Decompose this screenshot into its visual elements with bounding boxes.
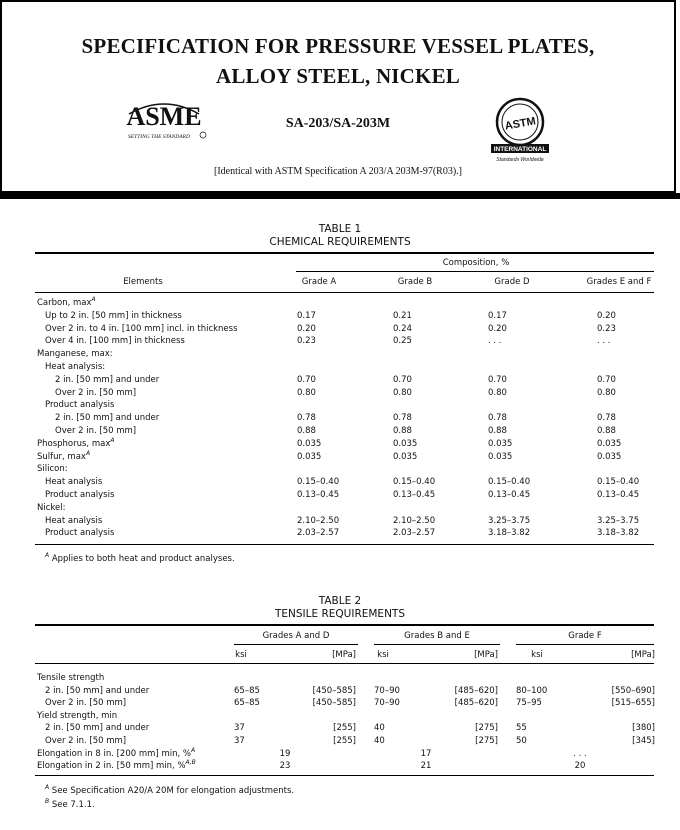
table2-row-label [45,735,126,747]
table2-cell: 65–85 [234,685,260,696]
table1-cell: 0.88 [297,426,316,436]
table1-cell: 0.25 [393,336,412,347]
row-label-text: 2 in. [50 mm] and under [55,413,160,424]
table1-cell: 2.10–2.50 [393,515,436,526]
header-separator [0,193,680,199]
table1-row-label [37,502,65,514]
table1-row-label [55,374,159,386]
table1-cell: 2.03–2.57 [297,528,340,539]
table2-cell: 17 [420,748,432,759]
table2-cell: [485–620] [454,685,498,696]
table1-cell: 0.035 [597,438,622,449]
document-title-line1: SPECIFICATION FOR PRESSURE VESSEL PLATES, [81,34,595,58]
table2-cell: 80–100 [516,685,548,696]
table2-cell: [255] [333,736,356,746]
table2-cell: [485–620] [454,698,498,709]
table1-cell: 0.88 [393,426,412,436]
table1-row-label [37,438,114,450]
table1-footnote [45,550,235,565]
row-label-text: Manganese, max: [37,349,113,360]
table1-row-label [55,387,136,399]
table2-title: TABLE 2 [318,595,362,607]
table1-cell: 0.24 [393,323,412,334]
row-label-text: 2 in. [50 mm] and under [45,723,150,734]
table2-cell: 40 [374,736,385,746]
row-label-text: Product analysis [45,528,115,539]
table2-unit-header: [MPa] [474,650,498,660]
table1-cell: . . . [488,336,502,347]
row-label-text: Up to 2 in. [50 mm] in thickness [45,310,182,321]
table1-footnote-text: Applies to both heat and product analyses. [51,554,235,564]
table2-footnote [45,782,294,797]
table2-cell: [275] [475,736,498,746]
table2-row-label [45,722,149,734]
row-label-text: 2 in. [50 mm] and under [55,374,160,385]
table1-cell: 0.80 [297,387,316,398]
table1-cell: 0.15–0.40 [297,477,340,488]
table1-cell: 0.70 [297,374,316,385]
table1-cell: 0.20 [297,323,316,334]
row-label-text: Heat analysis [45,477,103,488]
table1-cell: 0.20 [597,310,616,321]
row-label-text: Heat analysis: [45,362,106,372]
row-label-text: Silicon: [37,464,68,475]
row-label-text: Over 2 in. [50 mm] [55,387,137,398]
footnote-ref: A [91,296,96,303]
table2-cell: . . . [573,748,587,759]
table2-row-label [37,710,117,722]
row-label-text: Elongation in 8 in. [200 mm] min, % [37,748,191,759]
table2-group-rule [516,644,654,645]
table2-group-header: Grades A and D [262,631,330,641]
astm-logo [489,97,551,165]
table2-cell: 20 [574,761,586,772]
table1-cell: 0.20 [488,323,507,334]
table2-unit-header: ksi [531,650,543,660]
table1-composition-rule [296,271,654,272]
table1-cell: 0.70 [393,374,412,385]
table2-row-label [45,697,126,709]
table1-cell: 0.23 [597,323,616,334]
table1-row-label [37,348,113,360]
table2-unit-header: ksi [235,650,247,660]
table2-row-label [37,672,104,684]
table1-cell: 2.03–2.57 [393,528,436,539]
table1-cell: 0.15–0.40 [488,477,531,488]
table1-cell: 3.18–3.82 [597,528,640,539]
table2-row-label [37,760,196,772]
table1-cell: 0.15–0.40 [393,477,436,488]
table1-row-label [45,476,102,488]
table2-row-label [45,685,149,697]
table2-cell: 23 [279,761,291,772]
table1-cell: 3.25–3.75 [597,515,640,526]
table2-header-rule [35,663,654,664]
table1-top-rule [35,252,654,254]
table2-cell: [450–585] [312,685,356,696]
footnote-ref: A [85,449,91,457]
table2-cell: 75–95 [516,698,542,709]
row-label-text: Heat analysis [45,515,103,526]
table1-row-label [45,323,238,335]
table2-cell: 37 [234,723,245,734]
row-label-text: Over 2 in. to 4 in. [100 mm] incl. in thickness [45,323,238,334]
table1-cell: 0.78 [297,413,316,424]
table1-cell: 0.035 [297,451,322,462]
row-label-text: 2 in. [50 mm] and under [45,685,150,696]
table1-composition-header: Composition, % [442,258,510,268]
table2-footnote [45,796,95,811]
table2-cell: 70–90 [374,685,400,696]
table2-cell: 37 [234,736,245,746]
table2-cell: 40 [374,723,385,734]
table1-row-label [45,399,114,411]
row-label-text: Over 2 in. [50 mm] [55,426,137,436]
row-label-text: Over 2 in. [50 mm] [45,736,127,746]
table2-group-header: Grades B and E [404,631,470,641]
table1-row-label [45,489,114,501]
row-label-text: Nickel: [37,502,66,513]
table2-cell: 55 [516,723,527,734]
table1-cell: 0.70 [597,374,616,385]
table2-group-rule [374,644,500,645]
table2-unit-header: ksi [377,650,389,660]
table1-grade-header: Grade D [494,277,530,287]
table1-grade-header: Grade B [397,277,433,287]
table2-bottom-rule [35,775,654,776]
table2-row-label [37,748,195,760]
table1-row-label [37,451,90,463]
table1-cell: 0.035 [393,438,418,449]
table2-cell: [255] [333,723,356,734]
table2-cell: [345] [632,736,655,746]
table1-footnote-letter: A [45,552,50,559]
table1-row-label [37,297,96,309]
row-label-text: Tensile strength [37,673,105,683]
table1-header-rule [35,292,654,293]
table2-unit-header: [MPa] [332,650,356,660]
table2-footnote-text: See Specification A20/A 20M for elongation adjustments. [49,786,295,796]
table2-cell: [515–655] [611,698,655,709]
table1-subtitle: CHEMICAL REQUIREMENTS [269,236,411,248]
table1-grade-header: Grades E and F [586,277,652,287]
document-header [0,0,676,193]
table2-cell: 19 [279,748,291,759]
footnote-ref: A [190,746,196,754]
table1-cell: 0.78 [597,413,616,424]
table2-cell: [550–690] [611,685,655,696]
table1-row-label [45,310,182,322]
table2-cell: 21 [420,761,432,772]
footnote-ref: A,B [185,759,196,767]
table1-cell: 0.88 [597,426,616,436]
row-label-text: Elongation in 2 in. [50 mm] min, % [37,761,186,772]
table1-cell: 0.035 [597,451,622,462]
table1-row-label [45,335,185,347]
table2-group-header: Grade F [568,631,602,641]
row-label-text: Over 4 in. [100 mm] in thickness [45,336,185,347]
table2-footnote-text: See 7.1.1. [49,800,95,810]
table1-cell: 0.13–0.45 [488,490,531,500]
table1-cell: 0.80 [488,387,507,398]
table1-cell: 0.035 [488,438,513,449]
table2-top-rule [35,624,654,626]
table1-row-label [55,412,159,424]
table1-cell: 0.13–0.45 [297,490,340,500]
table2-cell: 50 [516,736,527,746]
table1-elements-header: Elements [123,277,163,287]
table1-title: TABLE 1 [318,223,362,235]
table2-cell: [380] [632,723,655,734]
svg-text:ASME: ASME [126,102,202,131]
table2-unit-header: [MPa] [631,650,655,660]
document-title-line2: ALLOY STEEL, NICKEL [215,64,460,88]
table1-cell: 0.80 [597,387,616,398]
table1-cell: 0.13–0.45 [393,490,436,500]
table1-cell: 0.035 [393,451,418,462]
row-label-text: Product analysis [45,490,115,500]
table1-cell: 0.78 [393,413,412,424]
table2-cell: [450–585] [312,698,356,709]
table2-cell: 65–85 [234,698,260,709]
table1-cell: 0.17 [488,310,507,321]
specification-number: SA-203/SA-203M [285,116,391,131]
table1-cell: 0.70 [488,374,507,385]
table1-row-label [45,515,102,527]
table1-bottom-rule [35,544,654,545]
table1-cell: 0.88 [488,426,507,436]
table1-grade-header: Grade A [301,277,337,287]
table1-cell: 2.10–2.50 [297,515,340,526]
table1-cell: 0.80 [393,387,412,398]
table1-cell: 0.78 [488,413,507,424]
svg-text:Standards Worldwide: Standards Worldwide [496,157,544,163]
table2-cell: [275] [475,723,498,734]
table1-cell: 0.23 [297,336,316,347]
svg-text:INTERNATIONAL: INTERNATIONAL [493,146,547,153]
svg-text:SETTING THE STANDARD: SETTING THE STANDARD [128,134,190,140]
table1-cell: 0.035 [488,451,513,462]
table1-cell: . . . [597,336,611,347]
table1-cell: 0.13–0.45 [597,490,640,500]
identical-with-note: [Identical with ASTM Specification A 203/A 203M-97(R03).] [213,166,463,177]
table1-cell: 0.035 [297,438,322,449]
table1-row-label [55,425,136,437]
table1-cell: 0.15–0.40 [597,477,640,488]
table1-cell: 0.17 [297,310,316,321]
row-label-text: Yield strength, min [37,710,118,721]
table1-row-label [45,527,114,539]
footnote-ref: A [110,436,115,444]
row-label-text: Over 2 in. [50 mm] [45,698,127,709]
row-label-text: Product analysis [45,400,115,411]
table2-cell: 70–90 [374,698,400,709]
table1-cell: 0.21 [393,310,412,321]
row-label-text: Phosphorus, max [37,438,111,449]
table2-subtitle: TENSILE REQUIREMENTS [274,608,406,620]
table1-cell: 3.18–3.82 [488,528,531,539]
svg-text:ASTM: ASTM [503,115,537,133]
table1-cell: 3.25–3.75 [488,515,531,526]
row-label-text: Carbon, max [37,298,92,308]
table1-row-label [37,463,68,475]
table2-footnote-letter: B [45,798,50,805]
row-label-text: Sulfur, max [37,451,86,462]
table2-footnote-letter: A [45,784,50,791]
table2-group-rule [234,644,358,645]
table1-row-label [45,361,105,373]
